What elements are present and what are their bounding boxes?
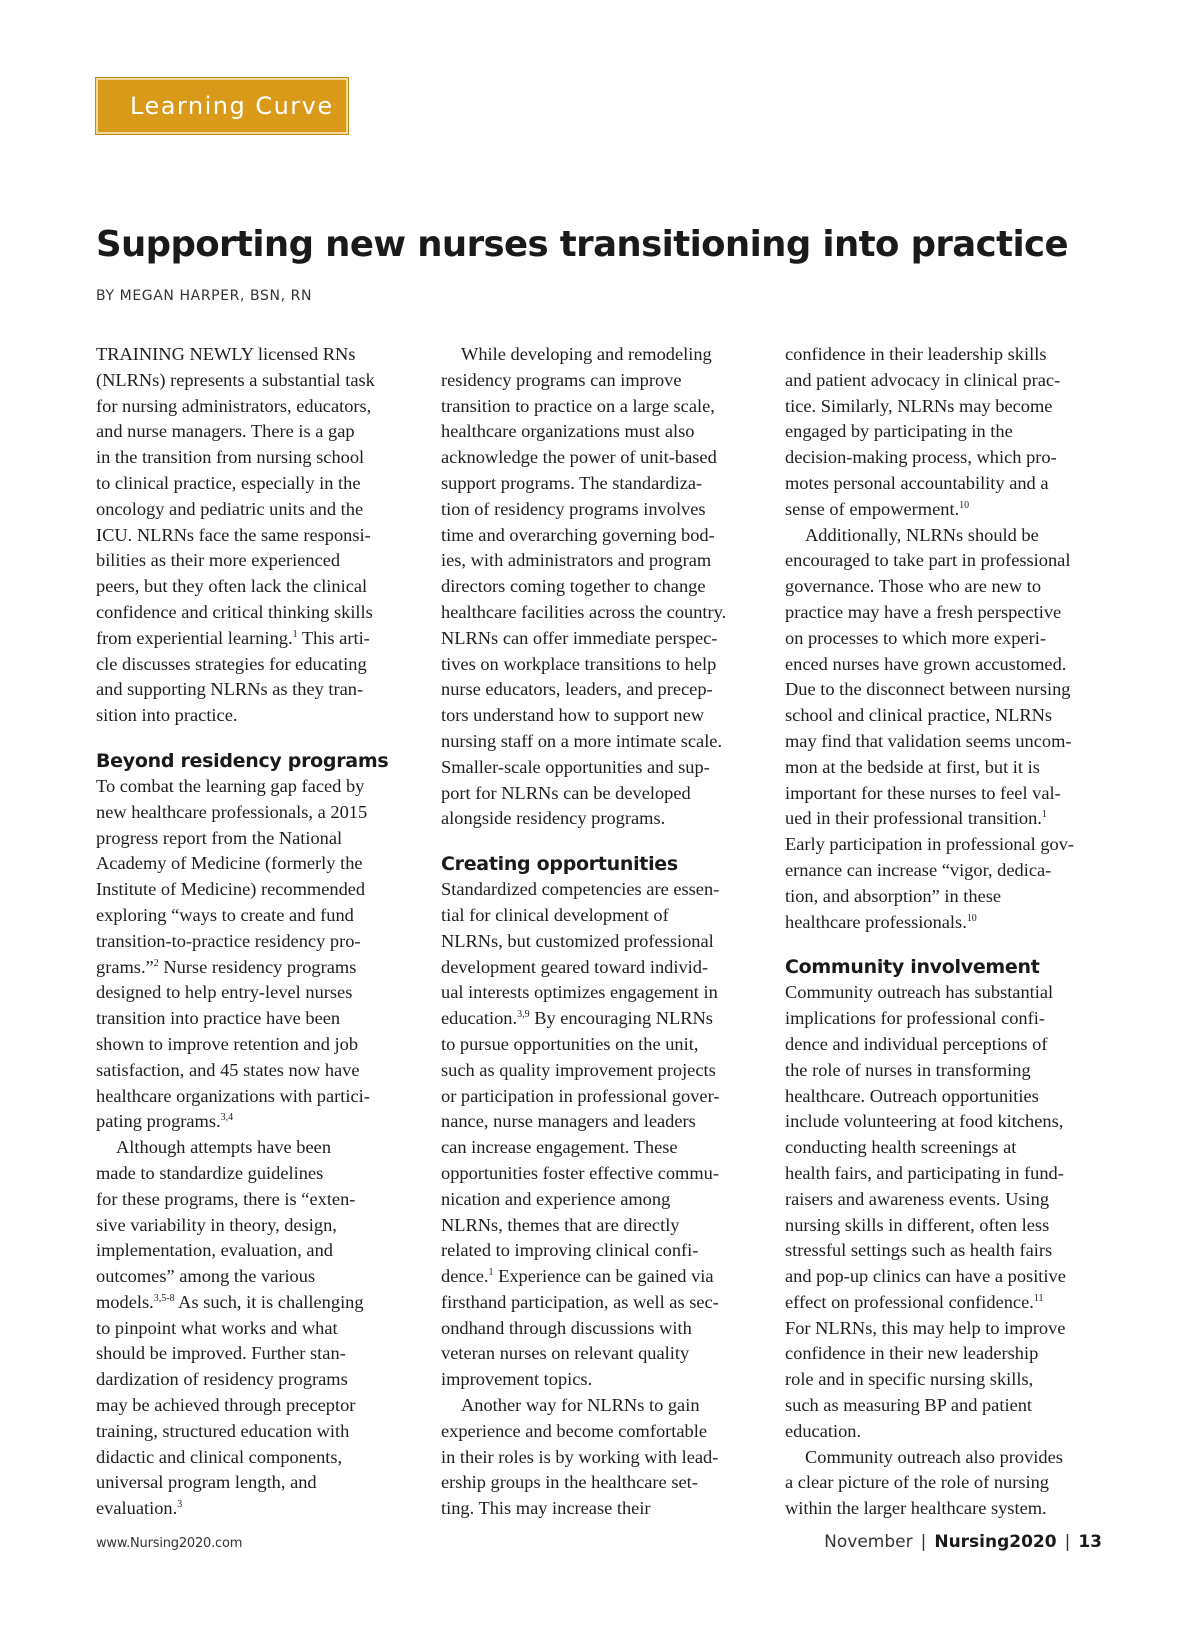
footer-magazine: Nursing2020 [934, 1532, 1057, 1552]
creating-opportunities-paragraph-1: Standardized competencies are essen- tial for clinical development of NLRNs, but customized professional development geared toward individ- ual interests optimizes engagement in education.$^{3,9}$ By encouraging NLRNs to pursue opportunities on the unit, such as quality improvement projects or participation in professional gover- nance, nurse managers and leaders can increase engagement. These opportunities foster effective commu- nication and experience among NLRNs, themes that are directly related to improving clinical confi- dence.$^1$ Experience can be gained via firsthand participation, as well as sec- ondhand through discussions with veteran nurses on relevant quality improvement topics. [441, 879, 720, 1390]
column-2 [441, 342, 757, 1522]
footer-month: November [824, 1532, 913, 1552]
footer-page-number: 13 [1078, 1532, 1102, 1552]
section-tag-label: Learning Curve [130, 92, 334, 120]
article-byline: BY MEGAN HARPER, BSN, RN [96, 288, 313, 304]
community-involvement-paragraph-2: Community outreach also provides a clear picture of the role of nursing within the larger healthcare system. [785, 1446, 1063, 1519]
beyond-residency-paragraph-1: To combat the learning gap faced by new healthcare professionals, a 2015 progress report from the National Academy of Medicine (formerly the Institute of Medicine) recommended exploring “ways to create and fund transition-to-practice residency pro- grams.”$^2$ Nurse residency programs designed to help entry-level nurses transition into practice have been shown to improve retention and job satisfaction, and 45 states now have healthcare organizations with partici- pating programs.$^{3,4}$ [96, 775, 370, 1132]
column-1 [96, 342, 412, 1522]
footer-folio [824, 1532, 1102, 1552]
unit-based-support-paragraph: While developing and remodeling residency programs can improve transition to practice on a large scale, healthcare organizations must also acknowledge the power of unit-based support programs. The standardiza- tion of residency programs involves time and overarching governing bod- ies, with administrators and program directors coming together to change healthcare facilities across the country. NLRNs can offer immediate perspec- tives on workplace transitions to help nurse educators, leaders, and precep- tors understand how to support new nursing staff on a more intimate scale. Smaller-scale opportunities and sup- port for NLRNs can be developed alongside residency programs. [441, 344, 727, 829]
beyond-residency-paragraph-2: Although attempts have been made to standardize guidelines for these programs, there is “exten- sive variability in theory, design, implementation, evaluation, and outcomes” among the various models.$^{3,5-8}$ As such, it is challenging to pinpoint what works and what should be improved. Further stan- dardization of residency programs may be achieved through preceptor training, structured education with didactic and clinical components, universal program length, and evaluation.$^3$ [96, 1137, 364, 1519]
article-title: Supporting new nurses transitioning into practice [96, 224, 1068, 265]
heading-community-involvement: Community involvement [785, 956, 1040, 979]
leadership-continued-paragraph: confidence in their leadership skills and patient advocacy in clinical prac- tice. Similarly, NLRNs may become engaged by participating in the decision-making process, which pro- motes personal accountability and a sense of empowerment.$^{10}$ [785, 344, 1061, 519]
heading-creating-opportunities: Creating opportunities [441, 853, 678, 876]
community-involvement-paragraph-1: Community outreach has substantial implications for professional confi- dence and individual perceptions of the role of nurses in transforming healthcare. Outreach opportunities include volunteering at food kitchens, conducting health screenings at health fairs, and participating in fund- raisers and awareness events. Using nursing skills in different, often less stressful settings such as health fairs and pop-up clinics can have a positive effect on professional confidence.$^{11}$ For NLRNs, this may help to improve confidence in their new leadership role and in specific nursing skills, such as measuring BP and patient education. [785, 982, 1066, 1441]
column-3 [785, 342, 1101, 1522]
footer-separator-2: | [1064, 1532, 1071, 1552]
footer-website: www.Nursing2020.com [96, 1536, 243, 1551]
creating-opportunities-paragraph-2: Another way for NLRNs to gain experience and become comfortable in their roles is by working with lead- ership groups in the healthcare set- ting. This may increase their [441, 1395, 719, 1519]
footer-separator: | [920, 1532, 927, 1552]
section-tag [96, 78, 348, 134]
governance-paragraph: Additionally, NLRNs should be encouraged to take part in professional governance. Those who are new to practice may have a fresh perspective on processes to which more experi- enced nurses have grown accustomed. Due to the disconnect between nursing school and clinical practice, NLRNs may find that validation seems uncom- mon at the bedside at first, but it is important for these nurses to feel val- ued in their professional transition.$^1$ Early participation in professional gov- ernance can increase “vigor, dedica- tion, and absorption” in these healthcare professionals.$^{10}$ [785, 524, 1075, 932]
heading-beyond-residency-programs: Beyond residency programs [96, 749, 389, 772]
intro-paragraph: TRAINING NEWLY licensed RNs (NLRNs) represents a substantial task for nursing administrators, educators, and nurse managers. There is a gap in the transition from nursing school to clinical practice, especially in the oncology and pediatric units and the ICU. NLRNs face the same responsi- bilities as their more experienced peers, but they often lack the clinical confidence and critical thinking skills from experiential learning.$^1$ This arti- cle discusses strategies for educating and supporting NLRNs as they tran- sition into practice. [96, 344, 375, 726]
